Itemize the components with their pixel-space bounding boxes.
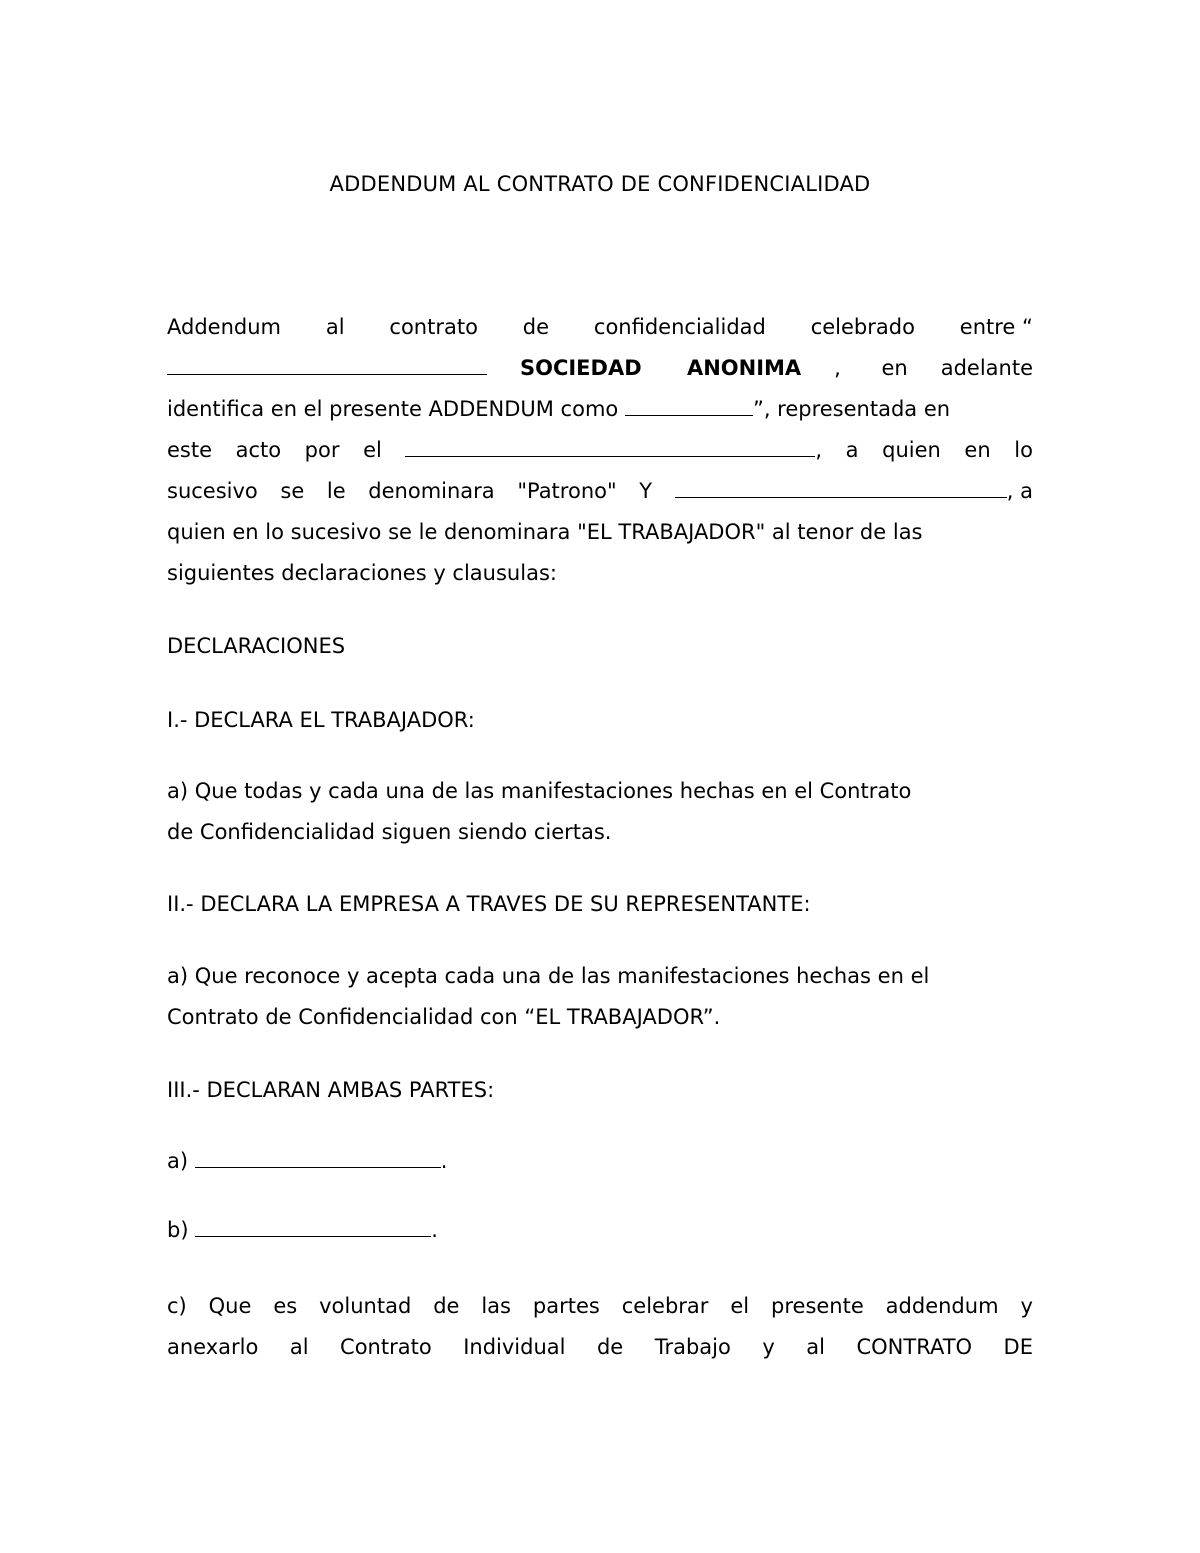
c-word: partes [532,1294,600,1318]
intro-word: Y [639,479,653,503]
intro-word: quien [882,438,941,462]
c-word: Contrato [340,1335,432,1359]
section-i-a-line-1: a) Que todas y cada una de las manifestaciones hechas en el Contrato [167,779,912,803]
period: . [431,1218,438,1242]
intro-text: ”, representada en [752,397,951,421]
intro-word: entre [959,315,1016,339]
intro-line-7: siguientes declaraciones y clausulas: [167,561,557,585]
intro-word: contrato [389,315,478,339]
intro-word: el [363,438,382,462]
intro-word: sucesivo [167,479,258,503]
section-iii-c-line-2 [167,1327,1033,1368]
c-word: Que [208,1294,252,1318]
blank-alias [625,395,753,416]
intro-word: celebrado [810,315,915,339]
section-ii-a-line-1: a) Que reconoce y acepta cada una de las manifestaciones hechas en el [167,964,930,988]
c-word: addendum [885,1294,999,1318]
blank-representative [405,436,815,457]
intro-word: , en [834,356,908,380]
section-iii-item-b [167,1210,1033,1251]
section-ii-item-a [167,956,1033,1038]
c-word: voluntad [319,1294,412,1318]
intro-word: este [167,438,213,462]
blank-with-comma [675,471,1033,512]
section-i-a-line-2: de Confidencialidad siguen siendo ciertas. [167,820,612,844]
c-word: y [1020,1294,1033,1318]
c-word: y [762,1335,775,1359]
period: . [440,1149,448,1173]
intro-word: de [522,315,550,339]
intro-line-6: quien en lo sucesivo se le denominara "EL TRABAJADOR" al tenor de las [167,520,923,544]
c-word: es [273,1294,298,1318]
c-word: Trabajo [654,1335,731,1359]
intro-word: en [964,438,991,462]
c-word: el [730,1294,750,1318]
c-word: c) [167,1294,187,1318]
intro-line-2 [167,348,1033,389]
section-iii-item-a [167,1141,1033,1182]
open-quote: “ [1022,315,1033,339]
intro-line-5 [167,471,1033,512]
c-word: de [596,1335,624,1359]
intro-line-3 [167,389,1033,430]
intro-line-1 [167,307,1033,348]
item-label: b) [167,1218,196,1242]
intro-paragraph [167,307,1033,594]
intro-line-4 [167,430,1033,471]
blank-with-comma [405,430,822,471]
blank-worker-name [675,477,1007,498]
intro-text: identifica en el presente ADDENDUM como [167,397,625,421]
c-word: de [433,1294,460,1318]
intro-word: lo [1014,438,1033,462]
blank-company-name [167,354,487,375]
intro-word: acto [235,438,282,462]
blank-item-a [195,1147,441,1168]
blank-item-b [195,1216,431,1237]
c-word: Individual [463,1335,566,1359]
section-i-heading: I.- DECLARA EL TRABAJADOR: [167,708,475,732]
intro-word-pair [960,307,1033,348]
c-word: al [806,1335,825,1359]
c-word: CONTRATO [856,1335,973,1359]
intro-word: a [845,438,859,462]
intro-word: se [280,479,305,503]
c-word: al [289,1335,309,1359]
declaraciones-heading: DECLARACIONES [167,634,346,658]
section-iii-heading: III.- DECLARAN AMBAS PARTES: [167,1078,495,1102]
c-word: DE [1003,1335,1033,1359]
intro-word: denominara [368,479,495,503]
document-title: ADDENDUM AL CONTRATO DE CONFIDENCIALIDAD [329,172,871,196]
section-ii-a-line-2: Contrato de Confidencialidad con “EL TRABAJADOR”. [167,1005,721,1029]
c-word: celebrar [621,1294,709,1318]
intro-word: Addendum [167,315,281,339]
comma: , [815,438,823,462]
section-ii-heading: II.- DECLARA LA EMPRESA A TRAVES DE SU REPRESENTANTE: [167,892,811,916]
intro-text: , a [1006,479,1033,503]
company-type: SOCIEDAD ANONIMA [519,356,802,380]
c-word: las [481,1294,511,1318]
c-word: presente [771,1294,864,1318]
intro-word: adelante [940,356,1033,380]
intro-word: "Patrono" [517,479,617,503]
intro-word: por [304,438,340,462]
item-label: a) [167,1149,195,1173]
intro-word: al [325,315,345,339]
section-iii-c-line-1 [167,1286,1033,1327]
section-i-item-a [167,771,1033,853]
section-iii-item-c [167,1286,1033,1368]
intro-word: confidencialidad [593,315,766,339]
c-word: anexarlo [167,1335,259,1359]
intro-word: le [326,479,346,503]
